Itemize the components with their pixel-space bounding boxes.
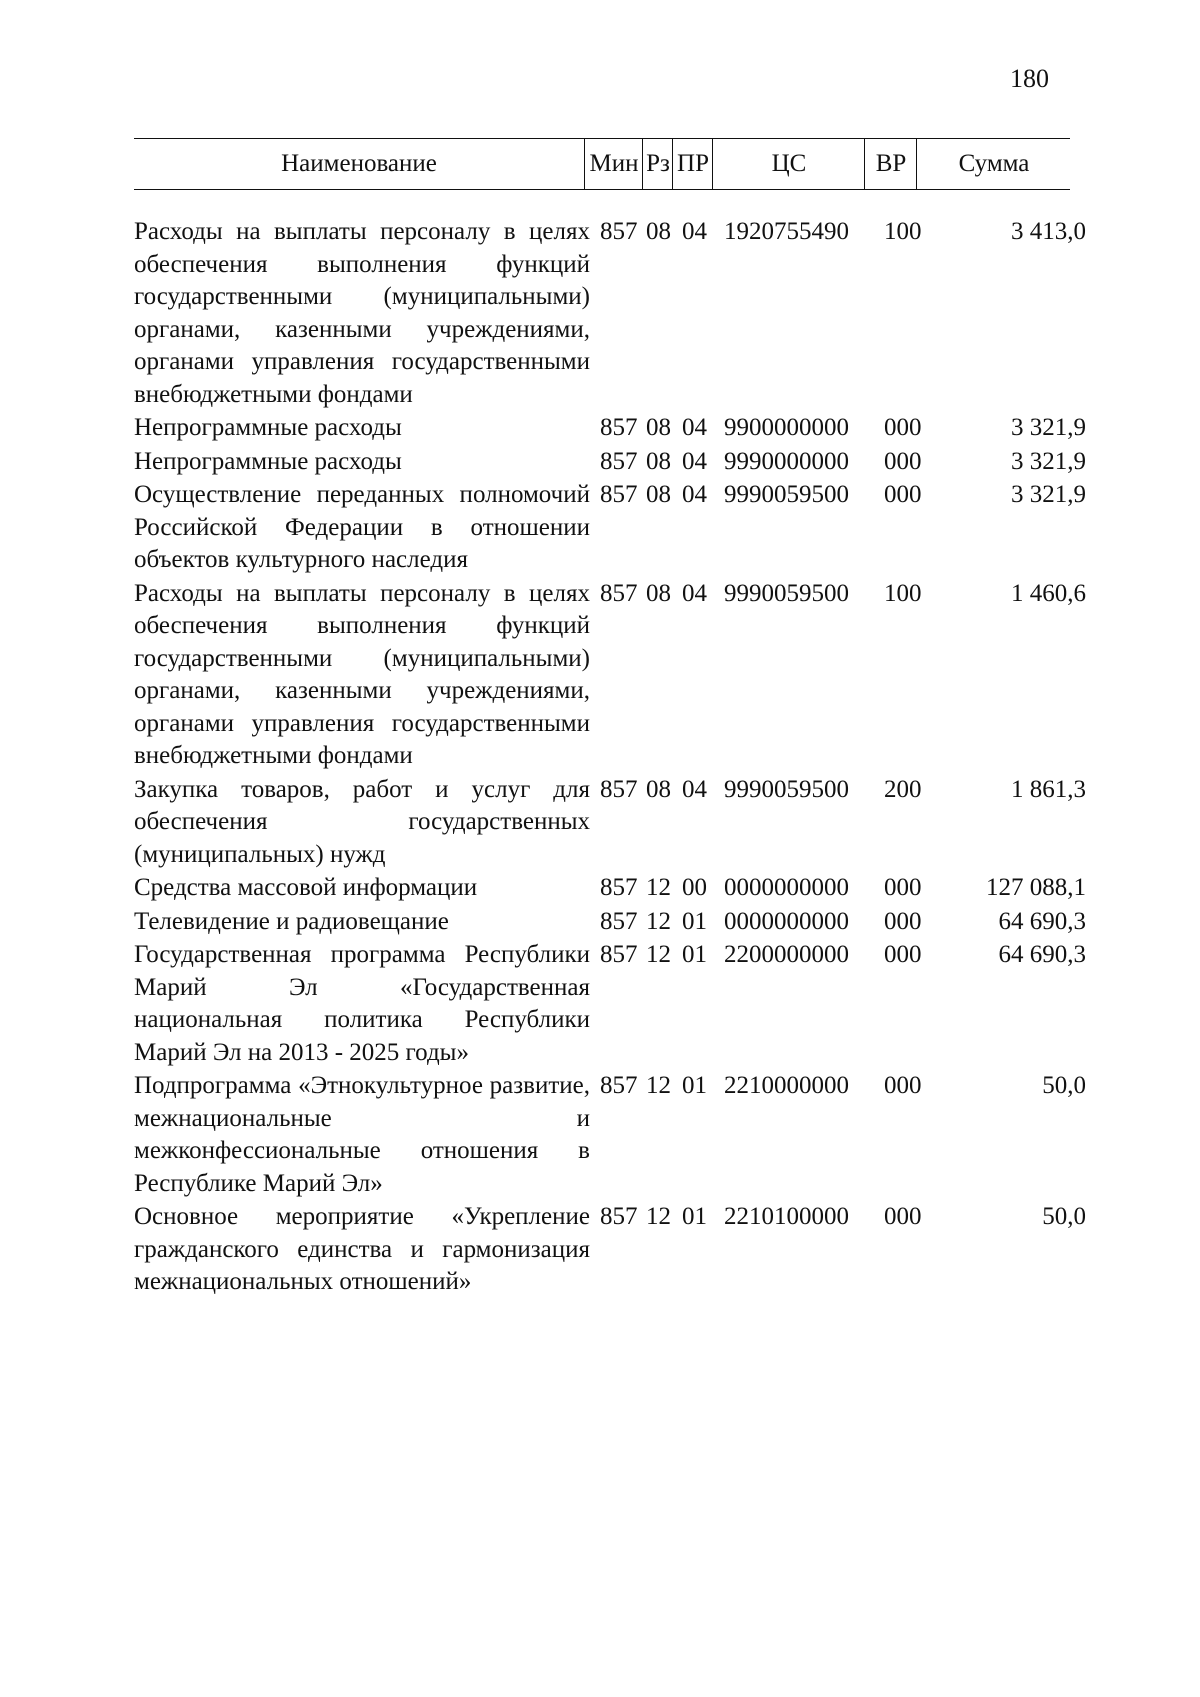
- row-rz: 12: [646, 874, 671, 901]
- row-name: Непрограммные расходы: [134, 414, 402, 441]
- row-vr: 100: [884, 579, 922, 607]
- row-rz: 12: [646, 1203, 671, 1230]
- row-vr: 000: [884, 447, 922, 475]
- row-vr: 000: [884, 1072, 922, 1099]
- row-rz: 08: [646, 481, 671, 508]
- row-min: 857: [600, 907, 638, 935]
- row-sum: 3 321,9: [1011, 447, 1086, 475]
- page-number: 180: [1010, 64, 1049, 93]
- row-sum: 50,0: [1042, 1072, 1086, 1099]
- table-row: [134, 774, 1094, 872]
- row-cs: 0000000000: [724, 874, 849, 901]
- row-pr: 01: [682, 941, 707, 968]
- row-sum: 3 413,0: [1011, 218, 1086, 245]
- row-min: 857: [600, 218, 638, 245]
- row-min: 857: [600, 414, 638, 441]
- row-pr: 01: [682, 1072, 707, 1099]
- row-pr: 04: [682, 447, 707, 475]
- budget-rows: [134, 216, 1094, 1300]
- row-sum: 3 321,9: [1011, 481, 1086, 508]
- row-name: Телевидение и радиовещание: [134, 907, 449, 935]
- row-min: 857: [600, 874, 638, 901]
- table-row: [134, 872, 1094, 905]
- row-cs: 9990000000: [724, 447, 849, 475]
- row-sum: 1 460,6: [1011, 579, 1086, 607]
- row-sum: 50,0: [1042, 1203, 1086, 1230]
- row-rz: 12: [646, 907, 671, 935]
- table-row: [134, 1201, 1094, 1299]
- row-cs: 9990059500: [724, 579, 849, 607]
- row-pr: 00: [682, 874, 707, 901]
- row-name: Средства массовой информации: [134, 874, 478, 901]
- row-cs: 9990059500: [724, 775, 849, 803]
- table-row: [134, 479, 1094, 577]
- row-name: Государственная программа Республики Марий Эл «Государственная национальная политика Республики Марий Эл на 2013 - 2025 годы»: [134, 941, 590, 1066]
- row-pr: 01: [682, 1203, 707, 1230]
- header-cs: ЦС: [712, 139, 865, 189]
- table-row: [134, 216, 1094, 411]
- row-vr: 000: [884, 481, 922, 508]
- row-min: 857: [600, 447, 638, 475]
- header-rz: Рз: [642, 139, 673, 189]
- row-sum: 64 690,3: [998, 941, 1086, 968]
- row-vr: 000: [884, 907, 922, 935]
- row-cs: 1920755490: [724, 218, 849, 245]
- row-min: 857: [600, 941, 638, 968]
- row-pr: 04: [682, 775, 707, 803]
- row-name: Непрограммные расходы: [134, 447, 402, 475]
- row-cs: 9990059500: [724, 481, 849, 508]
- header-name: Наименование: [281, 150, 437, 177]
- row-sum: 3 321,9: [1011, 414, 1086, 441]
- row-pr: 04: [682, 481, 707, 508]
- row-cs: 2210100000: [724, 1203, 849, 1230]
- row-cs: 9900000000: [724, 414, 849, 441]
- row-vr: 000: [884, 1203, 922, 1230]
- row-cs: 0000000000: [724, 907, 849, 935]
- table-row: [134, 446, 1094, 479]
- table-row: [134, 939, 1094, 1069]
- table-row: [134, 578, 1094, 773]
- row-name: Расходы на выплаты персоналу в целях обеспечения выполнения функций государственными (муниципальными) органами, казенными учреждениями, органами управления государственными внебюджетными фондами: [134, 218, 590, 408]
- header-pr: ПР: [672, 139, 713, 189]
- row-min: 857: [600, 579, 638, 607]
- row-min: 857: [600, 1203, 638, 1230]
- header-vr: ВР: [864, 139, 917, 189]
- row-pr: 04: [682, 579, 707, 607]
- row-vr: 000: [884, 874, 922, 901]
- header-sum: Сумма: [916, 139, 1071, 189]
- table-row: [134, 906, 1094, 939]
- row-rz: 08: [646, 447, 671, 475]
- row-rz: 08: [646, 579, 671, 607]
- header-min: Мин: [584, 139, 643, 189]
- row-name: Расходы на выплаты персоналу в целях обеспечения выполнения функций государственными (муниципальными) органами, казенными учреждениями, органами управления государственными внебюджетными фондами: [134, 579, 590, 769]
- row-sum: 1 861,3: [1011, 775, 1086, 803]
- table-header: [134, 138, 1070, 190]
- row-name: Основное мероприятие «Укрепление гражданского единства и гармонизация межнациональных отношений»: [134, 1203, 590, 1295]
- row-sum: 64 690,3: [998, 907, 1086, 935]
- table-row: [134, 412, 1094, 445]
- row-cs: 2210000000: [724, 1072, 849, 1099]
- row-min: 857: [600, 775, 638, 803]
- row-pr: 01: [682, 907, 707, 935]
- row-name: Осуществление переданных полномочий Российской Федерации в отношении объектов культурного наследия: [134, 481, 590, 573]
- row-name: Подпрограмма «Этнокультурное развитие, межнациональные и межконфессиональные отношения в Республике Марий Эл»: [134, 1072, 590, 1197]
- row-rz: 08: [646, 414, 671, 441]
- row-cs: 2200000000: [724, 941, 849, 968]
- row-sum: 127 088,1: [986, 874, 1086, 901]
- row-rz: 08: [646, 218, 671, 245]
- row-rz: 08: [646, 775, 671, 803]
- row-vr: 000: [884, 414, 922, 441]
- row-min: 857: [600, 481, 638, 508]
- row-min: 857: [600, 1072, 638, 1099]
- row-pr: 04: [682, 218, 707, 245]
- row-rz: 12: [646, 941, 671, 968]
- row-vr: 100: [884, 218, 922, 245]
- table-row: [134, 1070, 1094, 1200]
- row-name: Закупка товаров, работ и услуг для обеспечения государственных (муниципальных) нужд: [134, 775, 590, 868]
- row-vr: 200: [884, 775, 922, 803]
- row-vr: 000: [884, 941, 922, 968]
- row-rz: 12: [646, 1072, 671, 1099]
- row-pr: 04: [682, 414, 707, 441]
